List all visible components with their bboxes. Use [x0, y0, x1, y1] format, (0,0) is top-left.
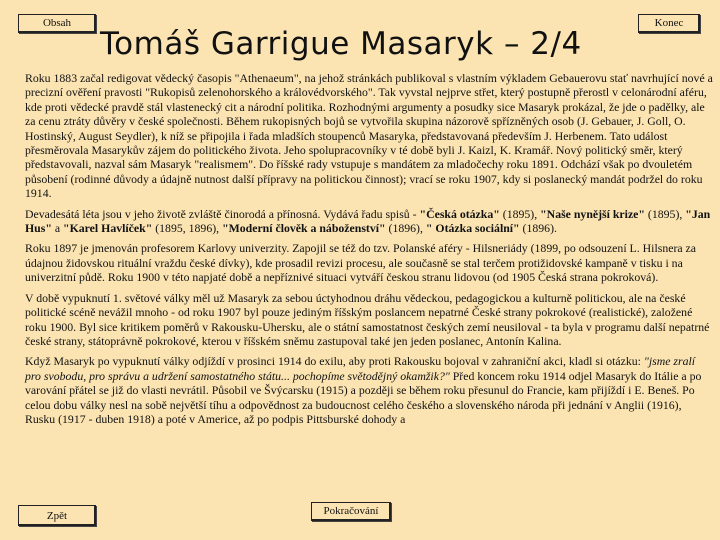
text-run: (1895),: [499, 206, 541, 221]
end-button[interactable]: Konec: [638, 14, 700, 33]
text-run: (1895),: [644, 206, 686, 221]
text-run: Devadesátá léta jsou v jeho životě zvláště činorodá a přínosná. Vydává řadu spisů -: [25, 206, 420, 221]
contents-button[interactable]: Obsah: [18, 14, 96, 33]
text-run: (1895, 1896),: [152, 221, 223, 236]
quote: "jsme zralí pro svobodu, pro správu a udržení samostatného státu... pochopíme světodějný okamžik?": [25, 354, 696, 383]
book-title: "Jan Hus": [25, 206, 711, 236]
text-run: (1896),: [385, 221, 426, 236]
text-run: Když Masaryk po vypuknutí války odjíždí v prosinci 1914 do exilu, aby proti Rakousku bojoval v zahraniční akci, kladl si otázku:: [25, 354, 644, 369]
text-run: (1896).: [519, 221, 557, 236]
text-run: a: [51, 221, 64, 236]
paragraph-3: Roku 1897 je jmenován profesorem Karlovy univerzity. Zapojil se též do tzv. Polanské aféry - Hilsneriády (1899, po odsouzení L. Hilsnera za údajnou židovskou rituální vraždu české dívky), kde prosadil revizi procesu, ale současně se stal terčem protižidovské kampaně v tisku i na univerzitní půdě. Roku 1900 v této napjaté době a nepříznivé situaci vytváří českou stranu lidovou (od 1905 Česká strana pokroková).: [25, 241, 697, 285]
book-title: "Karel Havlíček": [63, 221, 153, 236]
paragraph-4: V době vypuknutí 1. světové války měl už Masaryk za sebou úctyhodnou dráhu vědeckou, pedagogickou a kulturně politickou, ale na české politické scéně nevážil mnoho - od roku 1907 byl pouze jediným říšským poslancem nepatrné České strany pokrokové (realistické), založené roku 1900. Byl sice kritikem poměrů v Rakousku-Uhersku, ale o státní samostatnost českých zemí neusiloval - ta byla v programu další nepatrné české strany, státoprávně pokrokové, kterou v říšském sněmu zastupoval také jen jeden poslanec, Antonín Kalina.: [25, 290, 710, 348]
book-title: "Naše nynější krize": [540, 206, 645, 221]
back-button[interactable]: Zpět: [18, 505, 96, 526]
paragraph-2: [25, 207, 713, 236]
paragraph-1: Roku 1883 začal redigovat vědecký časopis "Athenaeum", na jehož stránkách publikoval s vlastním výkladem Gebauerovu stať navrhující nové a precizní ověření pravosti "Rukopisů zelenohorského a královédvorského". Tak vyvstal nejprve střet, který postupně přerostl v celonárodní aféru, kde proti vědecké pravdě stál vlastenecký cit a národní politika. Rozhodnými argumenty a posudky sice Masaryk prokázal, že jde o padělky, ale za cenu ztráty důvěry v české společnosti. Během rukopisných bojů se vytvořila skupina názorově spřízněných osob (J. Gebauer, J. Goll, O. Hostinský, August Seydler), k níž se připojila i řada mladších stoupenců Masaryka, představovaná především J. Herbenem. Tato událost přesměrovala Masarykův zájem do politického života. Jeho spolupracovníky v té době byli J. Kaizl, K. Kramář. Nový politický směr, který představovali, nazval sám Masaryk "realismem". Do říšské rady vstupuje s mandátem za mladočechy roku 1891. Odchází však po dvouletém působení (rodinné důvody a údajně nutnost další přípravy na politickou činnost); vrací se roku 1907, kdy si poslanecký mandát podržel do roku 1914.: [25, 71, 713, 201]
text-run: Před koncem roku 1914 odjel Masaryk do Itálie a po varování přátel se již do vlasti nevrátil. Působil ve Švýcarsku (1915) a později se během roku přesunul do Francie, kam přijíždí i E. Beneš. Po celou dobu války nesl na sobě největší tíhu a odpovědnost za budoucnost celého českého a slovenského národa při jednání v Anglii (1916), Rusku (1917 - duben 1918) a poté v Americe, až po podpis Pittsburské dohody a: [25, 368, 702, 426]
body-text: [25, 71, 713, 432]
page-title: Tomáš Garrigue Masaryk – 2/4: [100, 26, 582, 62]
continue-button[interactable]: Pokračování: [311, 502, 391, 521]
paragraph-5: [25, 354, 713, 426]
book-title: "Česká otázka": [419, 206, 500, 221]
book-title: " Otázka sociální": [425, 221, 520, 236]
book-title: "Moderní člověk a náboženství": [222, 221, 386, 236]
